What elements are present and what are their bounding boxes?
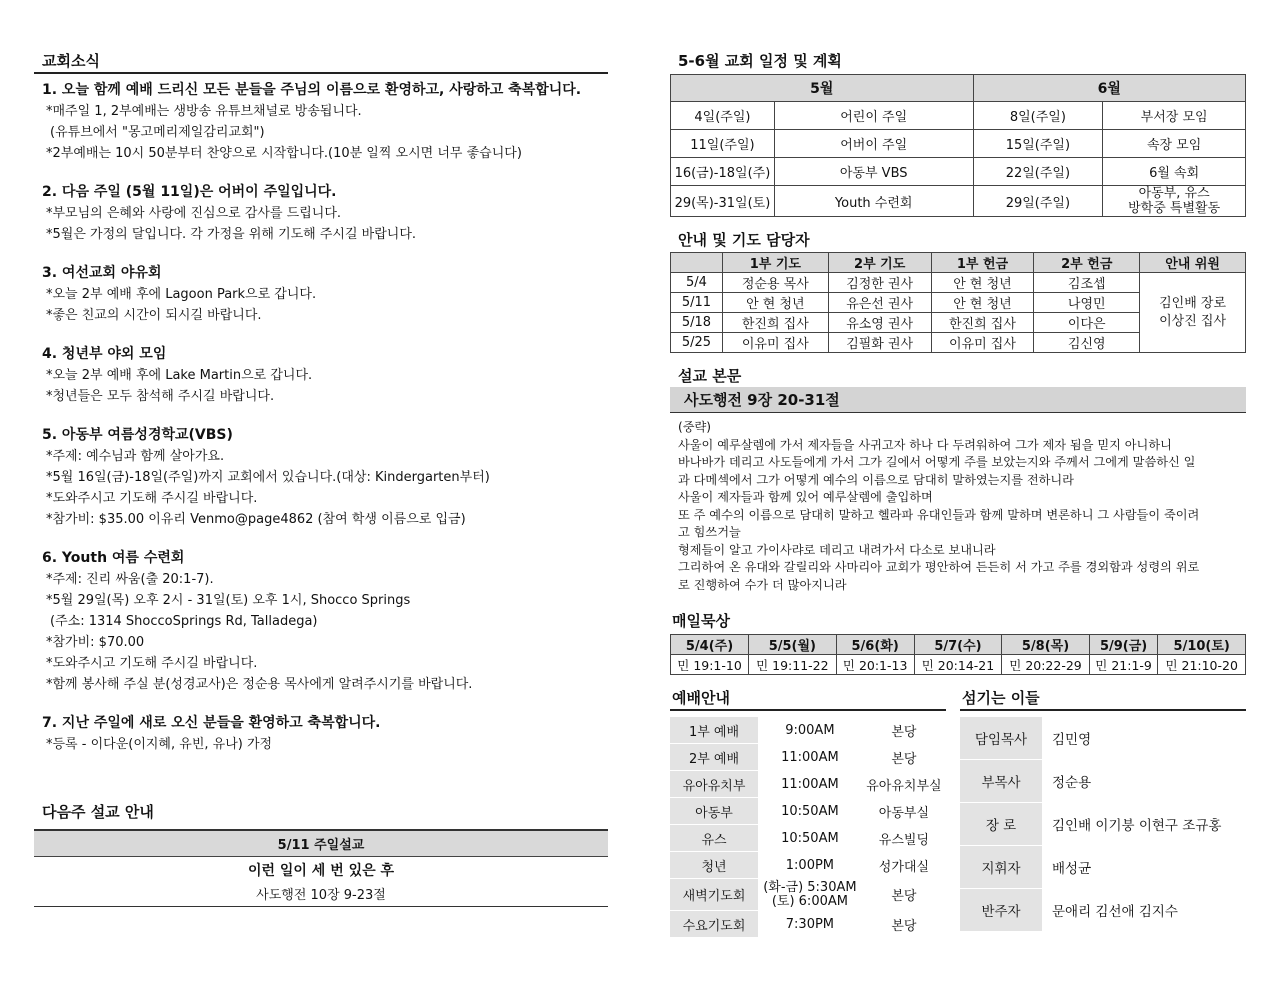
daily-passage: 민 21:1-9	[1089, 655, 1158, 675]
prayer-row	[671, 273, 1246, 293]
servant-role: 장 로	[960, 803, 1042, 846]
prayer-cell: 안 현 청년	[931, 273, 1034, 293]
news-item-line: *좋은 친교의 시간이 되시길 바랍니다.	[46, 308, 262, 323]
news-item-line: *도와주시고 기도해 주시길 바랍니다.	[46, 656, 258, 671]
daily-date: 5/9(금)	[1089, 635, 1158, 655]
prayer-cell: 한진희 집사	[722, 313, 828, 333]
worship-row	[670, 717, 946, 744]
servant-role: 담임목사	[960, 717, 1042, 760]
sermon-text	[670, 413, 1246, 594]
prayer-cell: 안 현 청년	[931, 293, 1034, 313]
prayer-cell: 안 현 청년	[722, 293, 828, 313]
servants-section	[960, 687, 1246, 932]
worship-row	[670, 879, 946, 911]
news-item	[34, 344, 608, 407]
prayer-header-cell: 1부 헌금	[931, 253, 1034, 273]
servant-row	[960, 760, 1246, 803]
daily-passage: 민 19:1-10	[671, 655, 749, 675]
daily-date: 5/5(월)	[749, 635, 837, 655]
worship-row	[670, 744, 946, 771]
worship-name: 2부 예배	[670, 744, 758, 771]
worship-name: 수요기도회	[670, 911, 758, 938]
schedule-row	[671, 158, 1246, 186]
schedule-cell: 속장 모임	[1103, 130, 1246, 158]
news-item-line: *청년들은 모두 참석해 주시길 바랍니다.	[46, 389, 275, 404]
news-item-heading: 1. 오늘 함께 예배 드리신 모든 분들을 주님의 이름으로 환영하고, 사랑하고 축복합니다.	[42, 82, 582, 98]
news-item	[34, 80, 608, 164]
schedule-row	[671, 130, 1246, 158]
servants-table	[960, 717, 1246, 932]
daily-passage-row	[671, 655, 1246, 675]
servant-role: 반주자	[960, 889, 1042, 932]
worship-place: 성가대실	[878, 859, 930, 875]
schedule-title: 5-6월 교회 일정 및 계획	[678, 52, 842, 70]
schedule-cell: 어버이 주일	[774, 130, 973, 158]
worship-name: 청년	[670, 852, 758, 879]
sermon-line: 과 다메섹에서 그가 어떻게 예수의 이름으로 담대히 말하였는지를 전하니라	[678, 472, 1074, 487]
news-item-line: *주제: 예수님과 함께 살아가요.	[46, 449, 225, 464]
schedule-cell: 15일(주일)	[973, 130, 1103, 158]
schedule-cell: 8일(주일)	[973, 102, 1103, 130]
news-item-line: *부모님의 은혜와 사랑에 진심으로 감사를 드립니다.	[46, 206, 342, 221]
worship-row	[670, 771, 946, 798]
daily-passage: 민 19:11-22	[749, 655, 837, 675]
news-item	[34, 263, 608, 326]
worship-place: 본당	[891, 724, 917, 740]
news-item-heading: 3. 여선교회 야유회	[42, 265, 162, 281]
prayer-header-row	[671, 253, 1246, 273]
worship-name: 유스	[670, 825, 758, 852]
news-item-heading: 2. 다음 주일 (5월 11일)은 어버이 주일입니다.	[42, 184, 337, 200]
prayer-cell: 5/11	[671, 293, 723, 313]
prayer-table	[670, 252, 1246, 353]
sermon-line: 사울이 예루살렘에 가서 제자들을 사귀고자 하나 다 두려워하여 그가 제자 됨을 믿지 아니하니	[678, 437, 1172, 452]
prayer-header-cell	[671, 253, 723, 273]
schedule-cell: 16(금)-18일(주)	[671, 158, 775, 186]
servant-row	[960, 803, 1246, 846]
worship-place: 유아유치부실	[866, 778, 942, 794]
worship-time-line: (화-금) 5:30AM	[763, 879, 857, 895]
sermon-line: 바나바가 데리고 사도들에게 가서 그가 길에서 어떻게 주를 보았는지와 주께서 그에게 말씀하신 일	[678, 455, 1196, 469]
schedule-cell: Youth 수련회	[774, 186, 973, 217]
servant-names: 배성균	[1052, 861, 1092, 877]
worship-section	[670, 687, 946, 938]
news-item-heading: 7. 지난 주일에 새로 오신 분들을 환영하고 축복합니다.	[42, 715, 381, 731]
sermon-passage: 사도행전 9장 20-31절	[670, 387, 1246, 413]
news-item-line: *매주일 1, 2부예배는 생방송 유튜브채널로 방송됩니다.	[46, 104, 362, 119]
daily-date: 5/10(토)	[1158, 635, 1246, 655]
worship-time	[758, 879, 862, 911]
worship-time: 11:00AM	[781, 749, 839, 765]
prayer-cell: 이유미 집사	[722, 333, 828, 353]
schedule-cell: 29(목)-31일(토)	[671, 186, 775, 217]
worship-place: 아동부실	[878, 805, 930, 821]
next-sermon-box	[34, 829, 608, 907]
worship-title: 예배안내	[670, 687, 946, 711]
prayer-cell: 5/18	[671, 313, 723, 333]
news-item	[34, 548, 608, 695]
news-item-line: *5월 16일(금)-18일(주일)까지 교회에서 있습니다.(대상: Kindergarten부터)	[46, 470, 490, 485]
prayer-header-cell: 안내 위원	[1140, 253, 1246, 273]
news-item	[34, 713, 608, 755]
schedule-table	[670, 74, 1246, 217]
sermon-line: 형제들이 알고 가이사랴로 데리고 내려가서 다소로 보내니라	[678, 542, 996, 557]
news-item-line: *도와주시고 기도해 주시길 바랍니다.	[46, 491, 258, 506]
daily-date: 5/4(주)	[671, 635, 749, 655]
sermon-line: 사울이 제자들과 함께 있어 예루살렘에 출입하며	[678, 490, 933, 504]
daily-date: 5/7(수)	[914, 635, 1002, 655]
next-sermon-heading: 이런 일이 세 번 있은 후	[247, 863, 395, 879]
news-item-line: *5월은 가정의 달입니다. 각 가정을 위해 기도해 주시길 바랍니다.	[46, 227, 417, 242]
worship-time-line: (토) 6:00AM	[771, 893, 848, 909]
sermon-line: 또 주 예수의 이름으로 담대히 말하고 헬라파 유대인들과 함께 말하며 변론하니 그 사람들이 죽이려	[678, 507, 1200, 522]
worship-place: 본당	[891, 889, 917, 904]
news-item-line: *참가비: $70.00	[46, 635, 145, 650]
worship-row	[670, 852, 946, 879]
daily-date-row	[671, 635, 1246, 655]
schedule-cell: 11일(주일)	[671, 130, 775, 158]
worship-row	[670, 911, 946, 938]
worship-row	[670, 825, 946, 852]
news-item-line: *5월 29일(목) 오후 2시 - 31일(토) 오후 1시, Shocco Springs	[46, 593, 411, 608]
schedule-cell: 22일(주일)	[973, 158, 1103, 186]
news-item	[34, 182, 608, 245]
servant-names: 김인배 이기붕 이현구 조규홍	[1052, 818, 1222, 834]
schedule-cell	[1103, 186, 1246, 217]
daily-passage: 민 20:22-29	[1002, 655, 1090, 675]
schedule-cell: 6월 속회	[1103, 158, 1246, 186]
sermon-line: 로 진행하여 수가 더 많아지니라	[678, 577, 847, 592]
news-list	[34, 80, 608, 755]
schedule-row	[671, 186, 1246, 217]
servant-row	[960, 846, 1246, 889]
worship-time: 11:00AM	[781, 776, 839, 792]
news-item-line: *등록 - 이다운(이지혜, 유빈, 유나) 가정	[46, 737, 273, 752]
news-item-line: (주소: 1314 ShoccoSprings Rd, Talladega)	[50, 614, 318, 629]
worship-row	[670, 798, 946, 825]
worship-place: 본당	[891, 751, 917, 767]
sermon-line: 고 힘쓰거늘	[678, 525, 741, 539]
news-item-line: *함께 봉사해 주실 분(성경교사)은 정순용 목사에게 알려주시기를 바랍니다.	[46, 677, 473, 692]
worship-name: 새벽기도회	[670, 879, 758, 911]
ushers-cell	[1140, 273, 1246, 353]
prayer-header-cell: 1부 기도	[722, 253, 828, 273]
next-sermon-title: 다음주 설교 안내	[42, 803, 154, 821]
sermon-line: 그리하여 온 유대와 갈릴리와 사마리아 교회가 평안하여 든든히 서 가고 주를 경외함과 성령의 위로	[678, 560, 1200, 574]
prayer-cell: 5/4	[671, 273, 723, 293]
worship-time: 9:00AM	[785, 722, 835, 738]
prayer-header-cell: 2부 헌금	[1034, 253, 1140, 273]
schedule-row	[671, 102, 1246, 130]
news-item-line: *오늘 2부 예배 후에 Lake Martin으로 갑니다.	[46, 368, 313, 383]
month-june-header: 6월	[973, 75, 1245, 102]
prayer-cell: 나영민	[1034, 293, 1140, 313]
month-may-header: 5월	[671, 75, 974, 102]
worship-time: 1:00PM	[785, 857, 835, 873]
next-sermon-date: 5/11 주일설교	[34, 831, 608, 857]
news-title: 교회소식	[34, 50, 608, 74]
prayer-cell: 유소영 권사	[828, 313, 931, 333]
schedule-cell-line: 아동부, 유스	[1138, 186, 1210, 201]
daily-title: 매일묵상	[672, 612, 730, 630]
usher-name: 이상진 집사	[1159, 313, 1227, 329]
news-item-heading: 4. 청년부 야외 모임	[42, 346, 167, 362]
worship-place: 본당	[891, 918, 917, 934]
worship-place: 유스빌딩	[878, 832, 930, 848]
prayer-cell: 김정한 권사	[828, 273, 931, 293]
news-item-line: *주제: 진리 싸움(출 20:1-7).	[46, 572, 214, 587]
schedule-cell: 4일(주일)	[671, 102, 775, 130]
servant-row	[960, 889, 1246, 932]
worship-time: 10:50AM	[781, 803, 839, 819]
sermon-section-title: 설교 본문	[678, 367, 742, 385]
next-sermon-passage: 사도행전 10장 9-23절	[256, 888, 386, 903]
news-item-heading: 6. Youth 여름 수련회	[42, 550, 185, 566]
news-item-line: *2부예배는 10시 50분부터 찬양으로 시작합니다.(10분 일찍 오시면 너무 좋습니다)	[46, 146, 522, 161]
daily-passage: 민 20:1-13	[836, 655, 914, 675]
prayer-cell: 김신영	[1034, 333, 1140, 353]
news-item-line: *참가비: $35.00 이유리 Venmo@page4862 (참여 학생 이름으로 입금)	[46, 512, 466, 527]
daily-date: 5/8(목)	[1002, 635, 1090, 655]
servant-role: 부목사	[960, 760, 1042, 803]
servant-row	[960, 717, 1246, 760]
prayer-cell: 5/25	[671, 333, 723, 353]
servants-title: 섬기는 이들	[960, 687, 1246, 711]
prayer-cell: 유은선 권사	[828, 293, 931, 313]
worship-time: 10:50AM	[781, 830, 839, 846]
daily-passage: 민 21:10-20	[1158, 655, 1246, 675]
schedule-cell: 아동부 VBS	[774, 158, 973, 186]
servant-names: 정순용	[1052, 775, 1092, 791]
prayer-cell: 김필화 권사	[828, 333, 931, 353]
news-item	[34, 425, 608, 530]
worship-name: 아동부	[670, 798, 758, 825]
servant-names: 문애리 김선애 김지수	[1052, 904, 1178, 920]
prayer-cell: 김조셉	[1034, 273, 1140, 293]
daily-date: 5/6(화)	[836, 635, 914, 655]
schedule-cell: 29일(주일)	[973, 186, 1103, 217]
servant-names: 김민영	[1052, 732, 1092, 749]
prayer-cell: 이유미 집사	[931, 333, 1034, 353]
left-column	[34, 50, 608, 907]
news-item-heading: 5. 아동부 여름성경학교(VBS)	[42, 427, 233, 443]
schedule-cell: 어린이 주일	[774, 102, 973, 130]
news-item-line: *오늘 2부 예배 후에 Lagoon Park으로 갑니다.	[46, 287, 317, 302]
schedule-cell-line: 방학중 특별활동	[1128, 201, 1221, 216]
prayer-cell: 정순용 목사	[722, 273, 828, 293]
prayer-cell: 한진희 집사	[931, 313, 1034, 333]
prayer-title: 안내 및 기도 담당자	[678, 231, 810, 249]
daily-table	[670, 634, 1246, 675]
worship-name: 유아유치부	[670, 771, 758, 798]
servant-role: 지휘자	[960, 846, 1042, 889]
right-column	[670, 50, 1246, 937]
worship-table	[670, 717, 946, 938]
usher-name: 김인배 장로	[1159, 295, 1227, 311]
news-item-line: (유튜브에서 "몽고메리제일감리교회")	[50, 125, 265, 140]
worship-time: 7:30PM	[785, 916, 835, 932]
sermon-line: (중략)	[678, 420, 712, 434]
prayer-header-cell: 2부 기도	[828, 253, 931, 273]
schedule-cell: 부서장 모임	[1103, 102, 1246, 130]
prayer-cell: 이다은	[1034, 313, 1140, 333]
daily-passage: 민 20:14-21	[914, 655, 1002, 675]
worship-name: 1부 예배	[670, 717, 758, 744]
